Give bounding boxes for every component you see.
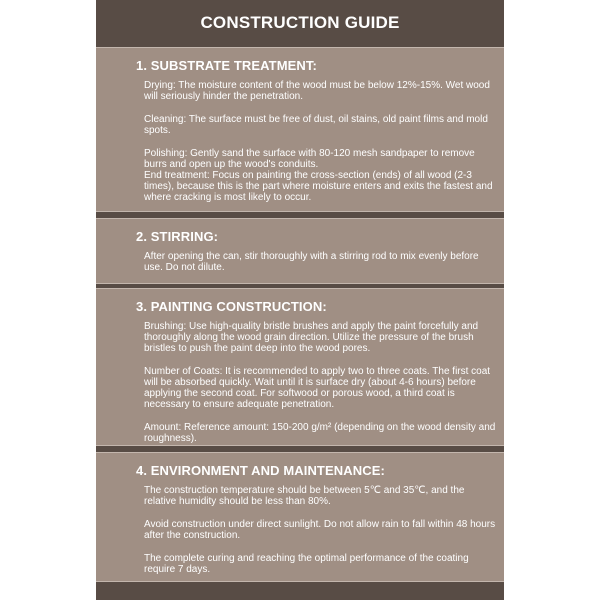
paragraph-brushing: Brushing: Use high-quality bristle brushes and apply the paint forcefully and thoroughly along the wood grain direction. Utilize the pressure of the brush bristles to push the paint deep into the wood pores. bbox=[144, 321, 479, 354]
paragraph-sunlight: Avoid construction under direct sunlight. Do not allow rain to fall within 48 hours after the construction. bbox=[144, 519, 496, 541]
section-heading: 3. PAINTING CONSTRUCTION: bbox=[136, 299, 327, 314]
page-title: CONSTRUCTION GUIDE bbox=[200, 13, 400, 32]
paragraph-stirring: After opening the can, stir thoroughly with a stirring rod to mix evenly before use. Do not dilute. bbox=[144, 251, 479, 273]
section-environment-maintenance bbox=[96, 452, 504, 582]
section-heading: 1. SUBSTRATE TREATMENT: bbox=[136, 58, 317, 73]
section-substrate-treatment bbox=[96, 47, 504, 212]
section-heading: 2. STIRRING: bbox=[136, 229, 219, 244]
section-heading: 4. ENVIRONMENT AND MAINTENANCE: bbox=[136, 463, 385, 478]
paragraph-end-treatment: End treatment: Focus on painting the cross-section (ends) of all wood (2-3 times), because this is the part where moisture enters and exits the fastest and where cracking is most likely to occur. bbox=[144, 170, 493, 203]
paragraph-temperature: The construction temperature should be between 5℃ and 35℃, and the relative humidity should be less than 80%. bbox=[144, 485, 465, 507]
paragraph-amount: Amount: Reference amount: 150-200 g/m² (depending on the wood density and roughness). bbox=[144, 422, 496, 444]
paragraph-number-of-coats: Number of Coats: It is recommended to apply two to three coats. The first coat will be absorbed quickly. Wait until it is surface dry (about 4-6 hours) before applying the second coat. For softwood or porous wood, a third coat is necessary to ensure adequate penetration. bbox=[144, 366, 491, 410]
paragraph-drying: Drying: The moisture content of the wood must be below 12%-15%. Wet wood will seriously hinder the penetration. bbox=[144, 80, 490, 102]
section-stirring bbox=[96, 218, 504, 284]
paragraph-polishing: Polishing: Gently sand the surface with 80-120 mesh sandpaper to remove burrs and open up the wood's conduits. bbox=[144, 148, 475, 170]
section-painting-construction bbox=[96, 288, 504, 446]
paragraph-curing: The complete curing and reaching the optimal performance of the coating require 7 days. bbox=[144, 553, 469, 575]
construction-guide-sheet bbox=[96, 0, 504, 600]
paragraph-cleaning: Cleaning: The surface must be free of dust, oil stains, old paint films and mold spots. bbox=[144, 114, 488, 136]
